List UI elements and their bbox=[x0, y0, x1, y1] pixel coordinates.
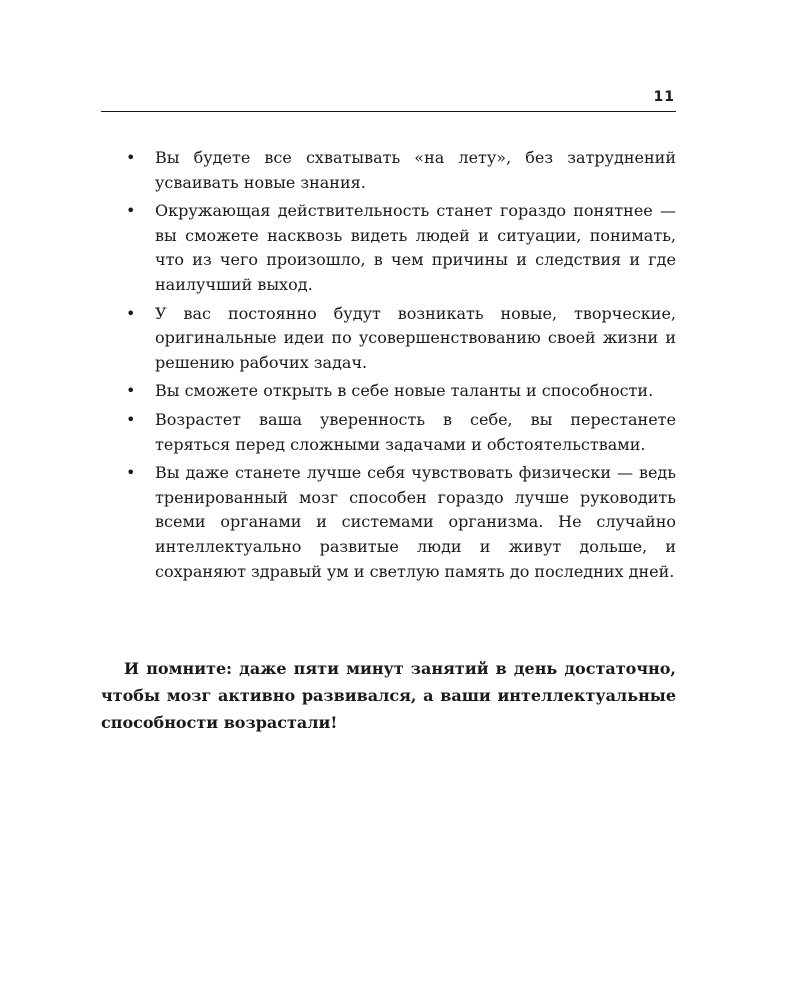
benefits-list bbox=[101, 146, 676, 588]
bullet-icon: • bbox=[126, 409, 136, 429]
bullet-icon: • bbox=[126, 201, 136, 221]
closing-paragraph: И помните: даже пяти минут занятий в день достаточно, чтобы мозг активно развивался, а ваши интеллектуальные способности возрастали! bbox=[101, 659, 676, 732]
list-item-text: Возрастет ваша уверенность в себе, вы перестанете теряться перед сложными задачами и обстоятельствами. bbox=[155, 409, 676, 454]
list-item-text: Окружающая действительность станет гораздо понятнее — вы сможете насквозь видеть людей и ситуации, понимать, что из чего произошло, в чем причины и следствия и где наилучший выход. bbox=[155, 201, 676, 294]
header-rule bbox=[101, 111, 676, 112]
list-item bbox=[101, 379, 676, 404]
bullet-icon: • bbox=[126, 303, 136, 323]
list-item-text: Вы сможете открыть в себе новые таланты и способности. bbox=[155, 381, 654, 401]
list-item-text: Вы будете все схватывать «на лету», без затруднений усваивать новые знания. bbox=[155, 148, 676, 192]
bullet-icon: • bbox=[126, 148, 136, 167]
list-item bbox=[101, 302, 676, 376]
list-item-text: Вы даже станете лучше себя чувствовать физически — ведь тренированный мозг способен гораздо лучше руководить всеми органами и системами организма. Не случайно интеллектуально развитые люди и живут дольше, и сохраняют здравый ум и светлую память до последних дней. bbox=[155, 463, 676, 581]
list-item bbox=[101, 408, 676, 457]
list-item bbox=[101, 146, 676, 195]
list-item-text: У вас постоянно будут возникать новые, творческие, оригинальные идеи по усовершенствованию своей жизни и решению рабочих задач. bbox=[155, 303, 676, 372]
bullet-icon: • bbox=[126, 463, 136, 483]
bullet-icon: • bbox=[126, 381, 136, 401]
list-item bbox=[101, 461, 676, 584]
page-number: 11 bbox=[653, 89, 675, 105]
list-item bbox=[101, 199, 676, 297]
